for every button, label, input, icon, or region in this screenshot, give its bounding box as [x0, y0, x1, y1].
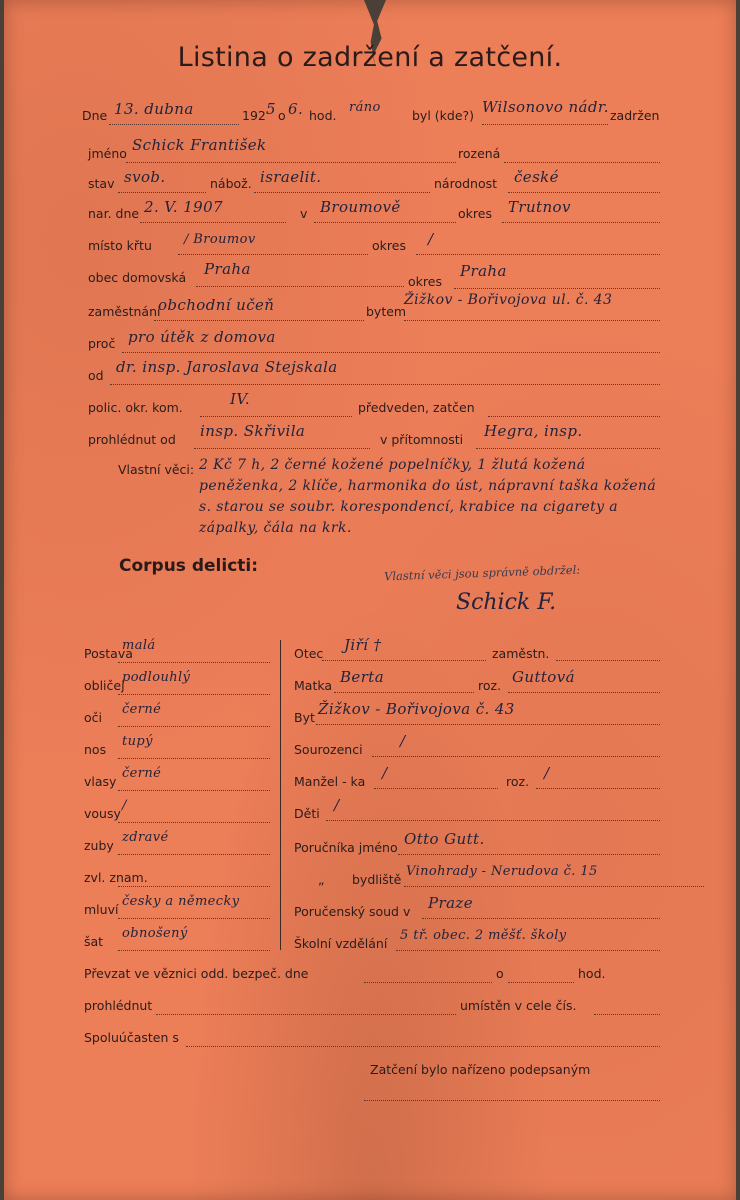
spouse-born-line — [536, 788, 660, 789]
column-divider — [280, 640, 281, 950]
guardian-line — [398, 854, 660, 855]
description-value: obnošený — [122, 926, 188, 941]
siblings-line — [372, 756, 660, 757]
name-value: Schick František — [132, 136, 267, 154]
mother-label: Matka — [294, 678, 333, 693]
description-label: Postava — [84, 646, 133, 661]
date-line — [109, 124, 239, 125]
name-label: jméno — [88, 146, 127, 161]
description-label: vousy — [84, 806, 121, 821]
place-value: Wilsonovo nádr. — [482, 98, 609, 116]
stav-value: svob. — [124, 168, 166, 186]
description-label: vlasy — [84, 774, 117, 789]
belongings-value: 2 Kč 7 h, 2 černé kožené popelníčky, 1 žlutá kožená peněženka, 2 klíče, harmonika do úst, nápravní taška kožená s. starou se soubr. korespondencí, krabice na cigarety a zápalky, čála na krk. — [199, 457, 657, 536]
father-job-label: zaměstn. — [492, 646, 550, 661]
from-label: od — [88, 368, 104, 383]
brought-label: předveden, zatčen — [358, 400, 475, 415]
place-line — [482, 124, 608, 125]
father-label: Otec — [294, 646, 324, 661]
guardian-label: Poručníka jméno — [294, 840, 398, 855]
religion-label: nábož. — [210, 176, 252, 191]
signature: Schick F. — [456, 590, 557, 615]
cell-line — [594, 1014, 660, 1015]
spouse-born-value: / — [544, 764, 550, 782]
hour-label: o — [278, 108, 286, 123]
guardian-res-value: Vinohrady - Nerudova č. 15 — [406, 864, 598, 879]
birth-place-line — [314, 222, 456, 223]
name-line — [126, 162, 456, 163]
baptism-value: / Broumov — [184, 232, 256, 247]
description-label: mluví — [84, 902, 119, 917]
stav-label: stav — [88, 176, 115, 191]
nationality-value: české — [514, 168, 559, 186]
spouse-label: Manžel - ka — [294, 774, 366, 789]
nationality-label: národnost — [434, 176, 498, 191]
description-line — [118, 662, 270, 663]
prison-hour-line — [508, 982, 574, 983]
examined-line — [194, 448, 370, 449]
description-line — [118, 886, 270, 887]
guardian-res-prefix: „ — [318, 872, 325, 887]
description-label: šat — [84, 934, 104, 949]
spouse-line — [374, 788, 498, 789]
examined-value: insp. Skřivila — [200, 422, 306, 440]
description-line — [118, 694, 270, 695]
guardian-res-line — [404, 886, 704, 887]
hod-label: hod. — [309, 108, 337, 123]
baptism-district-label: okres — [372, 238, 406, 253]
flat-line — [316, 724, 660, 725]
birth-label: nar. dne — [88, 206, 140, 221]
home-line — [196, 286, 404, 287]
prison-label: Převzat ve věznici odd. bezpeč. dne — [84, 966, 309, 981]
job-value: obchodní učeň — [158, 296, 275, 314]
born-line — [504, 162, 660, 163]
description-line — [118, 726, 270, 727]
why-label: proč — [88, 336, 116, 351]
mother-value: Berta — [340, 668, 385, 686]
footer-examined-label: prohlédnut — [84, 998, 153, 1013]
footer-examined-line — [156, 1014, 456, 1015]
hour-value: 6. — [288, 100, 304, 118]
children-value: / — [334, 796, 340, 814]
why-line — [122, 352, 660, 353]
description-value: černé — [122, 766, 162, 781]
father-job-line — [556, 660, 660, 661]
baptism-label: místo křtu — [88, 238, 152, 253]
police-label: polic. okr. kom. — [88, 400, 183, 415]
home-label: obec domovská — [88, 270, 187, 285]
time-value: ráno — [349, 100, 381, 115]
description-value: podlouhlý — [122, 670, 191, 685]
description-line — [118, 950, 270, 951]
from-value: dr. insp. Jaroslava Stejskala — [116, 358, 338, 376]
brought-line — [488, 416, 660, 417]
residence-value: Žižkov - Bořivojova ul. č. 43 — [404, 292, 613, 308]
description-label: zuby — [84, 838, 114, 853]
residence-label: bytem — [366, 304, 407, 319]
baptism-district-line — [416, 254, 660, 255]
job-label: zaměstnání — [88, 304, 161, 319]
description-line — [118, 854, 270, 855]
district-value: Trutnov — [508, 198, 571, 216]
arrest-label: Zatčení bylo nařízeno podepsaným — [370, 1062, 591, 1077]
children-line — [326, 820, 660, 821]
flat-label: Byt — [294, 710, 315, 725]
accomplice-label: Spoluúčasten s — [84, 1030, 179, 1045]
date-value: 13. dubna — [114, 100, 194, 118]
receipt-note: Vlastní věci jsou správně obdržel: — [383, 562, 581, 584]
siblings-label: Sourozenci — [294, 742, 363, 757]
presence-line — [476, 448, 660, 449]
school-label: Školní vzdělání — [294, 936, 388, 951]
corpus-delicti-title: Corpus delicti: — [119, 556, 259, 576]
mother-born-value: Guttová — [512, 668, 575, 686]
guardian-value: Otto Gutt. — [404, 830, 485, 848]
birth-value: 2. V. 1907 — [144, 198, 223, 216]
description-label: oči — [84, 710, 102, 725]
spouse-value: / — [382, 764, 388, 782]
description-label: nos — [84, 742, 107, 757]
home-district-line — [454, 288, 660, 289]
police-value: IV. — [230, 390, 251, 408]
description-value: tupý — [122, 734, 153, 749]
court-label: Poručenský soud v — [294, 904, 411, 919]
job-line — [154, 320, 364, 321]
description-value: černé — [122, 702, 162, 717]
prison-hod: hod. — [578, 966, 606, 981]
mother-line — [334, 692, 474, 693]
presence-label: v přítomnosti — [380, 432, 464, 447]
home-value: Praha — [204, 260, 251, 278]
flat-value: Žižkov - Bořivojova č. 43 — [318, 700, 515, 718]
guardian-res-label: bydliště — [352, 872, 402, 887]
belongings-label: Vlastní věci: — [118, 462, 195, 477]
baptism-district-value: / — [428, 230, 434, 248]
district-label: okres — [458, 206, 492, 221]
religion-line — [254, 192, 430, 193]
description-value: česky a německy — [122, 894, 240, 909]
baptism-line — [178, 254, 368, 255]
description-line — [118, 758, 270, 759]
nationality-line — [508, 192, 660, 193]
residence-line — [404, 320, 660, 321]
home-district-label: okres — [408, 274, 442, 289]
description-value: malá — [122, 638, 156, 653]
description-line — [118, 822, 270, 823]
birth-line — [140, 222, 286, 223]
school-value: 5 tř. obec. 2 měšť. školy — [400, 928, 567, 943]
prison-o: o — [496, 966, 504, 981]
from-line — [110, 384, 660, 385]
born-label: rozená — [458, 146, 501, 161]
place-label: byl (kde?) — [412, 108, 475, 123]
year-value: 5 — [266, 100, 276, 118]
examined-label: prohlédnut od — [88, 432, 176, 447]
mother-born-label: roz. — [478, 678, 502, 693]
description-label: obličej — [84, 678, 125, 693]
district-line — [502, 222, 660, 223]
father-value: Jiří † — [344, 636, 382, 654]
police-line — [200, 416, 352, 417]
court-value: Praze — [428, 894, 473, 912]
description-value: / — [122, 798, 127, 813]
arrest-signature-line — [364, 1100, 660, 1101]
description-value: zdravé — [122, 830, 169, 845]
birth-place-value: Broumově — [320, 198, 401, 216]
date-label: Dne — [82, 108, 108, 123]
description-line — [118, 918, 270, 919]
siblings-value: / — [400, 732, 406, 750]
home-district-value: Praha — [460, 262, 507, 280]
mother-born-line — [508, 692, 660, 693]
spouse-born-label: roz. — [506, 774, 530, 789]
description-label: zvl. znam. — [84, 870, 148, 885]
year-prefix: 192 — [242, 108, 266, 123]
children-label: Děti — [294, 806, 320, 821]
accomplice-line — [186, 1046, 660, 1047]
school-line — [396, 950, 660, 951]
description-line — [118, 790, 270, 791]
why-value: pro útěk z domova — [128, 328, 276, 346]
religion-value: israelit. — [260, 168, 322, 186]
document-title: Listina o zadržení a zatčení. — [177, 42, 563, 73]
presence-value: Hegra, insp. — [484, 422, 583, 440]
document-sheet — [4, 0, 736, 1200]
detained-label: zadržen — [610, 108, 660, 123]
birth-place-label: v — [300, 206, 308, 221]
cell-label: umístěn v cele čís. — [460, 998, 577, 1013]
father-line — [322, 660, 486, 661]
court-line — [422, 918, 660, 919]
prison-date-line — [364, 982, 492, 983]
stav-line — [118, 192, 206, 193]
